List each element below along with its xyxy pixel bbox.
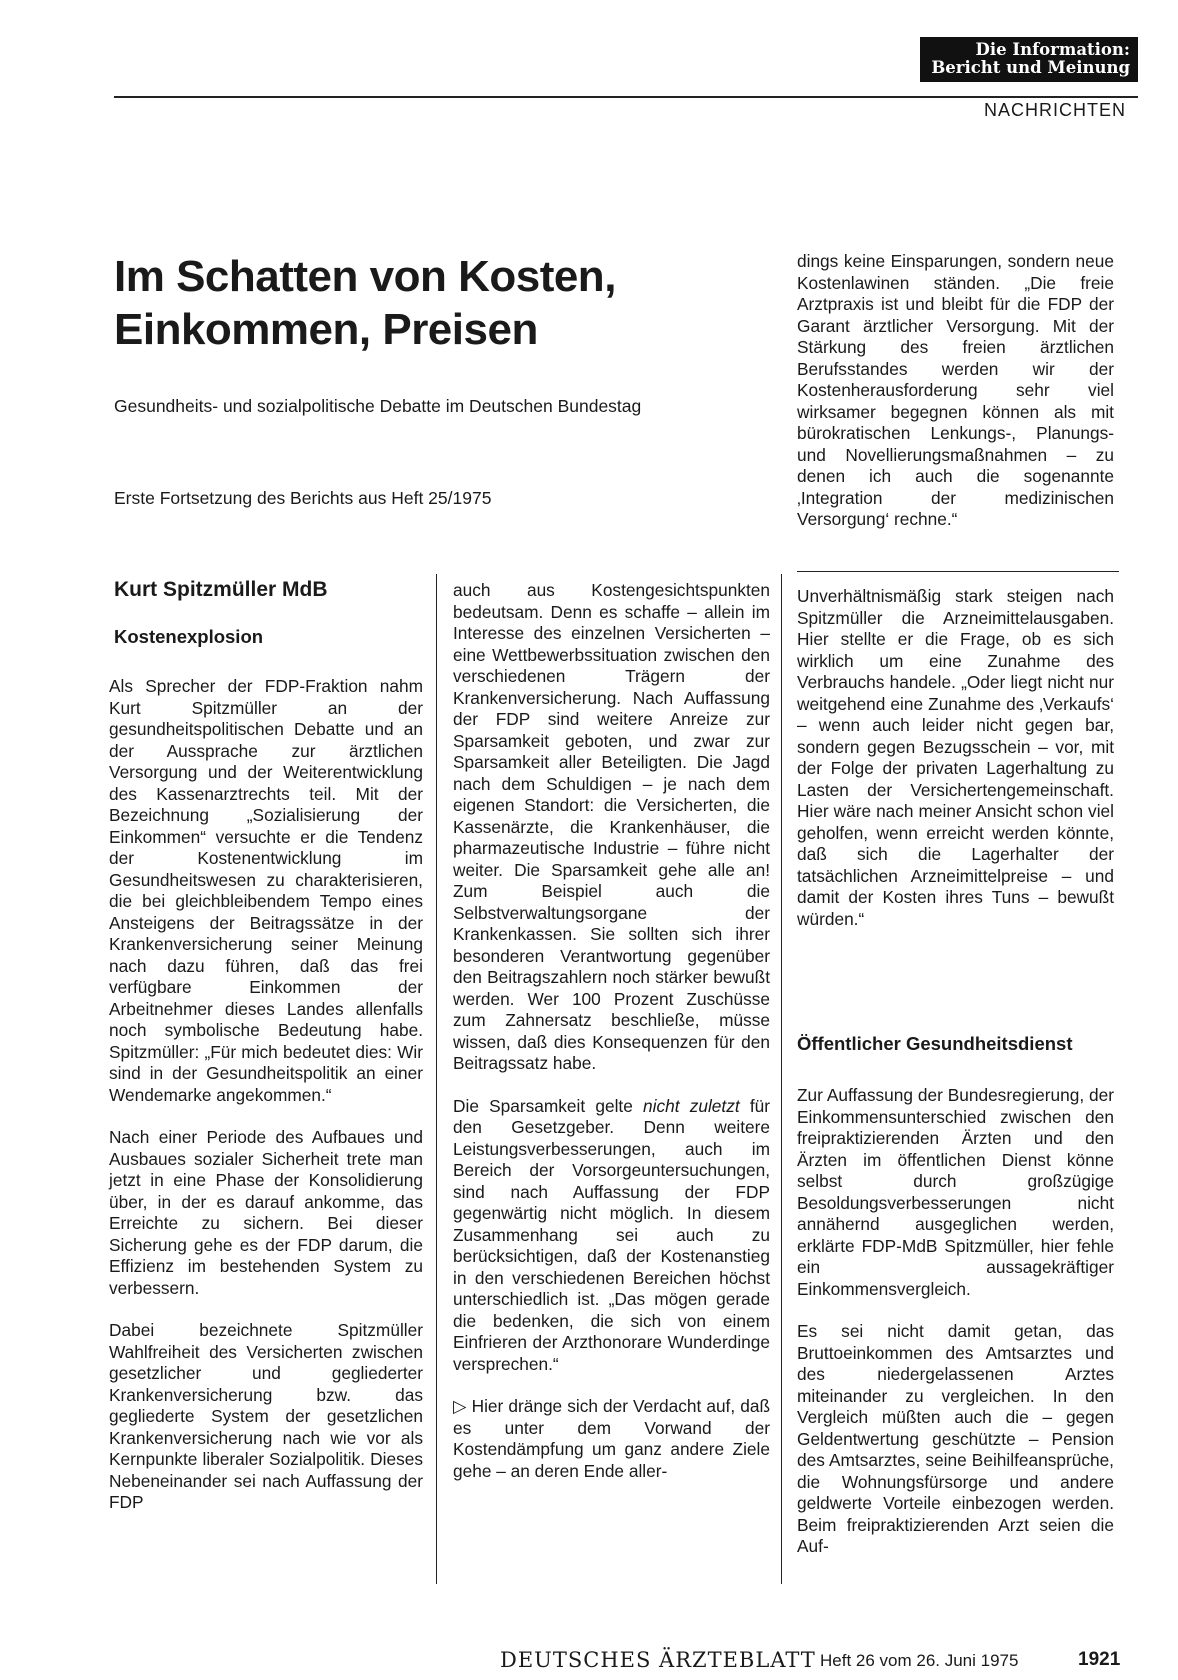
section-label: NACHRICHTEN xyxy=(983,100,1126,120)
subheading-kostenexplosion: Kostenexplosion xyxy=(114,626,264,647)
paragraph: Dabei bezeichnete Spitzmüller Wahlfreiheit des Versicherten zwischen gesetzlicher und gegliederter Krankenversicherung bzw. das gegliederte System der gesetzlichen Krankenversicherung nach wie vor als Kernpunkte liberaler Sozialpolitik. Dieses Nebeneinander sei nach Auffassung der FDP xyxy=(109,1320,423,1512)
paragraph: auch aus Kostengesichtspunkten bedeutsam. Denn es schaffe – allein im Interesse des einzelnen Versicherten – eine Wettbewerbssituation zwischen den verschiedenen Trägern der Krankenversicherung. Nach Auffassung der FDP sind weitere Anreize zur Sparsamkeit geboten, und zwar zur Sparsamkeit aller Beteiligten. Die Jagd nach dem Schuldigen – je nach dem eigenen Standort: die Versicherten, die Kassenärzte, die Krankenhäuser, die pharmazeutische Industrie – führe nicht weiter. Die Sparsamkeit gehe alle an! Zum Beispiel auch die Selbstverwaltungsorgane der Krankenkassen. Sie sollten sich ihrer besonderen Verantwortung gegenüber den Beitragszahlern noch stärker bewußt werden. Wer 100 Prozent Zuschüsse zum Zahnersatz beschließe, müsse wissen, daß dies Konsequenzen für den Beitragssatz habe. xyxy=(453,580,770,1073)
footer-issue: Heft 26 vom 26. Juni 1975 xyxy=(820,1651,1019,1670)
section-badge xyxy=(920,37,1138,82)
text-run: für den Gesetzgeber. Denn weitere Leistungsverbesserungen, auch im Bereich der Vorsorgeuntersuchungen, sind nach Auffassung der FDP gegenwärtig nicht möglich. In diesem Zusammenhang sei auch zu berücksichtigen, daß der Kostenanstieg in den verschiedenen Bereichen höchst unterschiedlich ist. „Das mögen gerade die bedenken, die sich von einem Einfrieren der Arzthonorare Wunderdinge versprechen.“ xyxy=(453,1095,771,1374)
continuation-note: Erste Fortsetzung des Berichts aus Heft 25/1975 xyxy=(114,488,492,508)
article-subtitle: Gesundheits- und sozialpolitische Debatte im Deutschen Bundestag xyxy=(114,396,642,416)
paragraph xyxy=(453,1096,770,1376)
author-heading: Kurt Spitzmüller MdB xyxy=(114,578,328,601)
column-3-middle xyxy=(797,586,1114,951)
title-line-2: Einkommen, Preisen xyxy=(114,305,538,354)
subheading-gesundheitsdienst: Öffentlicher Gesundheitsdienst xyxy=(797,1033,1073,1054)
paragraph: dings keine Einsparungen, sondern neue Kostenlawinen ständen. „Die freie Arztpraxis ist und bleibt für die FDP der Garant ärztlicher Versorgung. Mit der Stärkung des freien ärztlichen Berufsstandes werden wir der Kostenherausforderung sehr viel wirksamer begegnen können als mit bürokratischen Lenkungs-, Planungs- und Novellierungsmaßnahmen – zu denen ich auch die sogenannte ‚Integration der medizinischen Versorgung‘ rechne.“ xyxy=(797,251,1114,529)
column3-rule xyxy=(797,571,1119,572)
paragraph: Als Sprecher der FDP-Fraktion nahm Kurt Spitzmüller an der gesundheitspolitischen Debatte und an der Aussprache zur ärztlichen Versorgung und der Weiterentwicklung des Kassenarztrechts teil. Mit der Bezeichnung „Sozialisierung der Einkommen“ versuchte er die Tendenz der Kostenentwicklung im Gesundheitswesen zu charakterisieren, die bei gleichbleibendem Tempo eines Ansteigens der Beitragssätze in der Krankenversicherung seiner Meinung nach dazu führen, daß das frei verfügbare Einkommen der Arbeitnehmer dieses Landes allenfalls noch symbolische Bedeutung habe. Spitzmüller: „Für mich bedeutet dies: Wir sind in der Gesundheitspolitik an einer Wendemarke angekommen.“ xyxy=(109,676,423,1105)
column-3-top xyxy=(797,251,1114,552)
page-number: 1921 xyxy=(1078,1649,1121,1670)
column-2 xyxy=(453,580,770,1503)
column-1 xyxy=(109,676,423,1535)
column-rule-1 xyxy=(436,574,437,1584)
badge-line-1: Die Information: xyxy=(975,40,1130,59)
paragraph: ▷ Hier dränge sich der Verdacht auf, daß es unter dem Vorwand der Kostendämpfung um ganz andere Ziele gehe – an deren Ende aller- xyxy=(453,1396,770,1481)
column-3-bottom xyxy=(797,1085,1114,1579)
paragraph: Unverhältnismäßig stark steigen nach Spitzmüller die Arzneimittelausgaben. Hier stellte er die Frage, ob es sich wirklich um eine Zunahme des Verbrauchs handele. „Oder liegt nicht nur weitgehend eine Zunahme des ‚Verkaufs‘ – wenn auch leider nicht gegen bar, sondern gegen Bezugsschein – vor, mit der Folge der privaten Lagerhaltung zu Lasten der Versichertengemeinschaft. Hier wäre nach meiner Ansicht schon viel geholfen, wenn erreicht werden könnte, daß sich die Lagerhalter der tatsächlichen Arzneimittelpreise – und damit der Kosten ihres Tuns – bewußt würden.“ xyxy=(797,586,1114,929)
paragraph: Nach einer Periode des Aufbaues und Ausbaues sozialer Sicherheit trete man jetzt in eine Phase der Konsolidierung über, in der es darauf ankomme, das Erreichte zu sichern. Bei dieser Sicherung gehe es der FDP darum, die Effizienz im bestehenden System zu verbessern. xyxy=(109,1127,423,1298)
badge-line-2: Bericht und Meinung xyxy=(931,58,1130,77)
title-line-1: Im Schatten von Kosten, xyxy=(114,252,616,301)
paragraph: Es sei nicht damit getan, das Bruttoeinkommen des Amtsarztes und des niedergelassenen Arztes miteinander zu vergleichen. In den Vergleich müßten auch die – gegen Geldentwertung geschützte – Pension des Amtsarztes, seine Beihilfeansprüche, die Wohnungsfürsorge und andere geldwerte Vorteile einbezogen werden. Beim freipraktizierenden Arzt seien die Auf- xyxy=(797,1321,1114,1556)
paragraph: Zur Auffassung der Bundesregierung, der Einkommensunterschied zwischen den freipraktizierenden Ärzten und den Ärzten im öffentlichen Dienst könne selbst durch großzügige Besoldungsverbesserungen nicht annähernd ausgeglichen werden, erklärte FDP-MdB Spitzmüller, hier fehle ein aussagekräftiger Einkommensvergleich. xyxy=(797,1085,1114,1299)
emphasis-text: nicht zuletzt xyxy=(643,1095,740,1116)
article-title xyxy=(114,250,714,356)
text-run: Die Sparsamkeit gelte xyxy=(453,1095,644,1116)
footer-journal: DEUTSCHES ÄRZTEBLATT xyxy=(500,1648,816,1672)
header-rule xyxy=(114,96,1138,98)
column-rule-2 xyxy=(781,574,782,1584)
